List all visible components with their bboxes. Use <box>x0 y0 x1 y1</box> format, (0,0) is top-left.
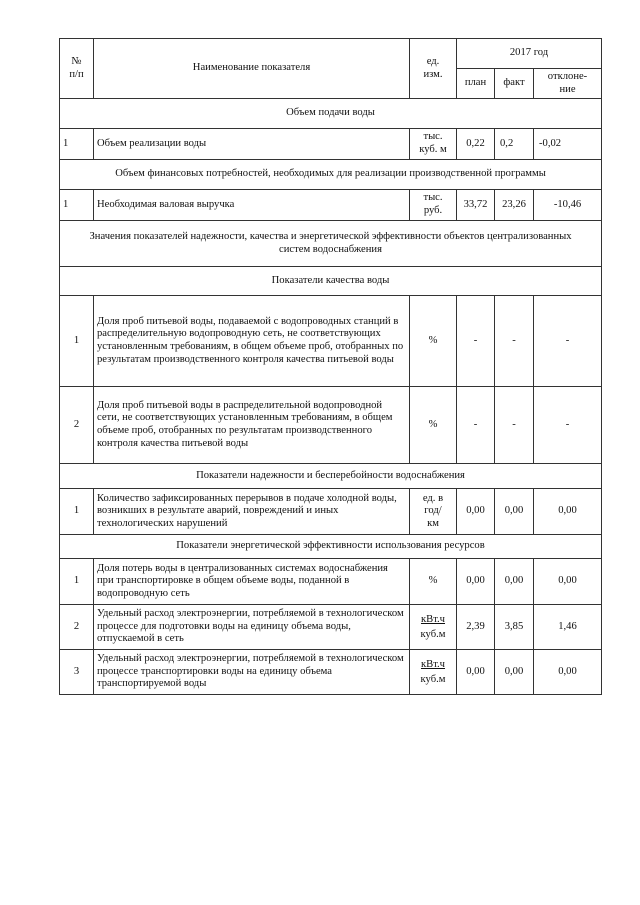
row-deviation: 0,00 <box>534 489 602 535</box>
row-name: Доля проб питьевой воды, подаваемой с водопроводных станций в распределительную водопроводную сеть, не соответствующих установленным требованиям, в общем объеме проб, отобранных по результатам производственного контроля качества питьевой воды <box>94 296 410 387</box>
section-row <box>60 464 602 489</box>
row-num: 1 <box>60 129 94 160</box>
row-plan: 0,00 <box>457 559 495 605</box>
row-name: Доля потерь воды в централизованных системах водоснабжения при транспортировке в общем объеме воды, поданной в водопроводную сеть <box>94 559 410 605</box>
table-row <box>60 489 602 535</box>
row-plan: - <box>457 387 495 464</box>
row-fact: - <box>495 387 534 464</box>
unit-denominator: куб.м <box>420 674 446 685</box>
row-unit: тыс. руб. <box>410 190 457 221</box>
row-deviation: -10,46 <box>534 190 602 221</box>
row-num: 1 <box>60 190 94 221</box>
header-deviation: отклоне- ние <box>534 69 602 99</box>
section-row <box>60 267 602 296</box>
row-num: 2 <box>60 387 94 464</box>
table-row <box>60 387 602 464</box>
unit-fraction <box>421 657 446 687</box>
row-unit <box>410 605 457 650</box>
row-num: 1 <box>60 559 94 605</box>
section-reliability-title: Значения показателей надежности, качества и энергетической эффективности объектов централизованных систем водоснабжения <box>60 221 602 267</box>
row-fact: 0,00 <box>495 650 534 695</box>
indicators-table <box>59 38 602 695</box>
table-row <box>60 650 602 695</box>
row-fact: 3,85 <box>495 605 534 650</box>
unit-denominator: куб.м <box>420 629 446 640</box>
header-row <box>60 39 602 69</box>
table-row <box>60 605 602 650</box>
row-fact: 23,26 <box>495 190 534 221</box>
table-row <box>60 129 602 160</box>
row-unit: % <box>410 559 457 605</box>
table-row <box>60 296 602 387</box>
row-plan: 2,39 <box>457 605 495 650</box>
section-energy: Показатели энергетической эффективности использования ресурсов <box>60 535 602 559</box>
row-plan: 33,72 <box>457 190 495 221</box>
section-row <box>60 99 602 129</box>
header-fact: факт <box>495 69 534 99</box>
row-plan: 0,00 <box>457 650 495 695</box>
header-year: 2017 год <box>457 39 602 69</box>
unit-fraction <box>421 612 446 642</box>
section-row <box>60 160 602 190</box>
row-fact: 0,00 <box>495 489 534 535</box>
row-deviation: - <box>534 387 602 464</box>
section-row <box>60 535 602 559</box>
row-name: Удельный расход электроэнергии, потребляемой в технологическом процессе для подготовки воды на единицу объема воды, отпускаемой в сеть <box>94 605 410 650</box>
row-num: 3 <box>60 650 94 695</box>
row-deviation: - <box>534 296 602 387</box>
row-unit: ед. в год/ км <box>410 489 457 535</box>
row-name: Объем реализации воды <box>94 129 410 160</box>
row-fact: 0,2 <box>495 129 534 160</box>
row-deviation: -0,02 <box>534 129 602 160</box>
section-quality: Показатели качества воды <box>60 267 602 296</box>
row-unit: % <box>410 296 457 387</box>
header-num: № п/п <box>60 39 94 99</box>
table-row <box>60 559 602 605</box>
table-row <box>60 190 602 221</box>
row-num: 2 <box>60 605 94 650</box>
row-num: 1 <box>60 296 94 387</box>
row-name: Количество зафиксированных перерывов в подаче холодной воды, возникших в результате аварий, повреждений и иных технологических нарушений <box>94 489 410 535</box>
section-continuity: Показатели надежности и бесперебойности водоснабжения <box>60 464 602 489</box>
header-name: Наименование показателя <box>94 39 410 99</box>
section-volume: Объем подачи воды <box>60 99 602 129</box>
unit-numerator: кВт.ч <box>420 614 446 625</box>
row-num: 1 <box>60 489 94 535</box>
row-unit: % <box>410 387 457 464</box>
row-deviation: 0,00 <box>534 559 602 605</box>
row-fact: 0,00 <box>495 559 534 605</box>
unit-numerator: кВт.ч <box>420 659 446 670</box>
row-name: Удельный расход электроэнергии, потребляемой в технологическом процессе транспортировки воды на единицу объема транспортируемой воды <box>94 650 410 695</box>
row-plan: - <box>457 296 495 387</box>
row-name: Доля проб питьевой воды в распределительной водопроводной сети, не соответствующих установленным требованиям, в общем объеме проб, отобранных по результатам производственного контроля качества питьевой воды <box>94 387 410 464</box>
row-name: Необходимая валовая выручка <box>94 190 410 221</box>
section-finance: Объем финансовых потребностей, необходимых для реализации производственной программы <box>60 160 602 190</box>
row-unit: тыс. куб. м <box>410 129 457 160</box>
row-plan: 0,22 <box>457 129 495 160</box>
row-plan: 0,00 <box>457 489 495 535</box>
header-unit: ед. изм. <box>410 39 457 99</box>
row-deviation: 0,00 <box>534 650 602 695</box>
row-deviation: 1,46 <box>534 605 602 650</box>
row-fact: - <box>495 296 534 387</box>
section-row <box>60 221 602 267</box>
row-unit <box>410 650 457 695</box>
header-plan: план <box>457 69 495 99</box>
